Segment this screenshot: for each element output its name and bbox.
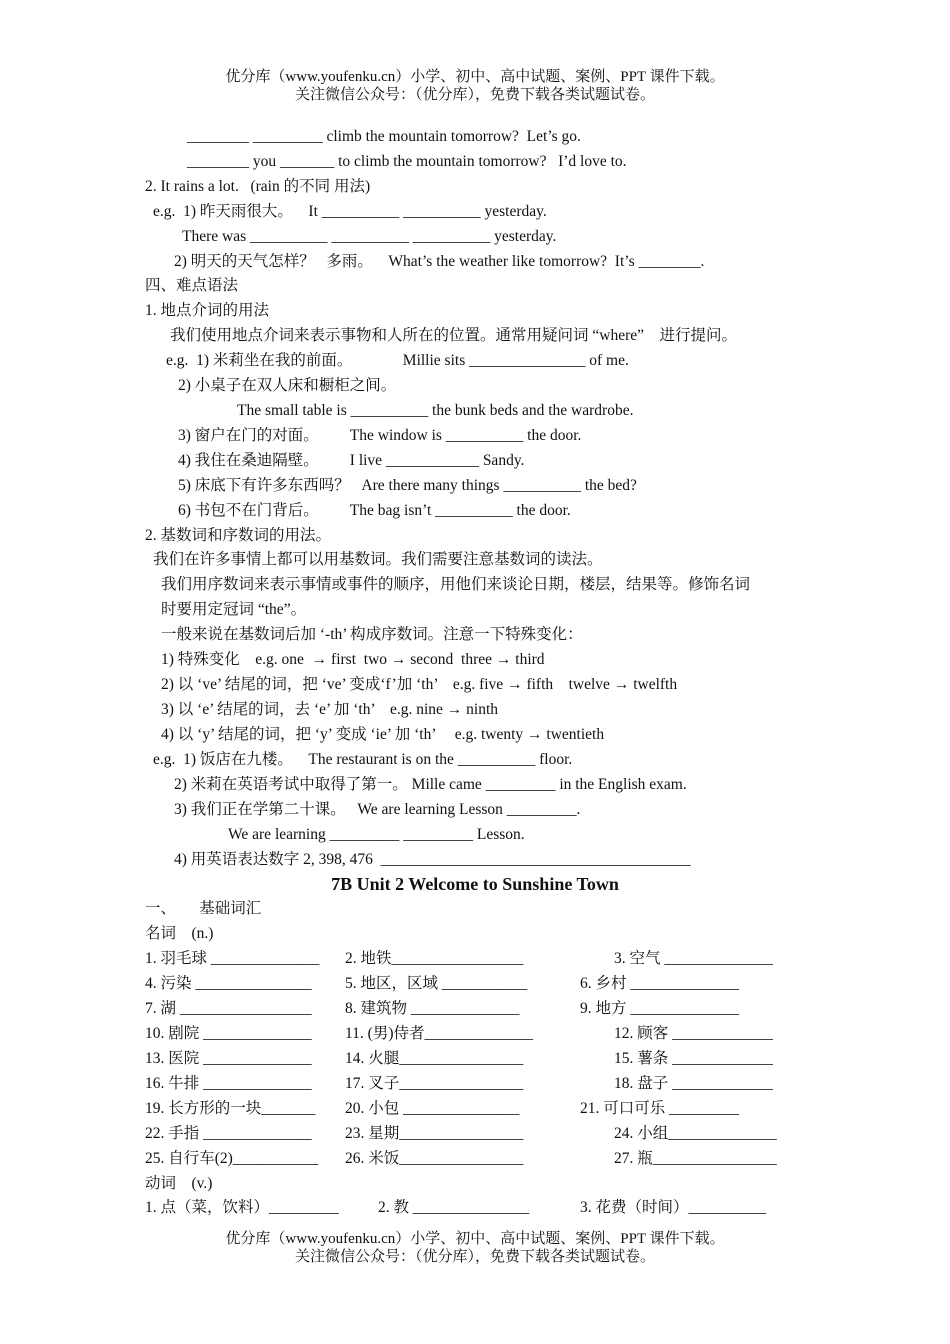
noun-item: 10. 剧院 ______________ xyxy=(145,1025,312,1042)
exercise-line: 4) 我住在桑迪隔壁。 I live ____________ Sandy. xyxy=(178,452,525,469)
noun-item: 25. 自行车(2)___________ xyxy=(145,1150,319,1167)
vocab-section-title: 一、 基础词汇 xyxy=(145,900,262,917)
noun-item: 18. 盘子 _____________ xyxy=(614,1075,773,1092)
noun-item: 11. (男)侍者______________ xyxy=(345,1025,533,1042)
noun-item: 20. 小包 _______________ xyxy=(345,1100,520,1117)
rule-line: 1) 特殊变化 e.g. one → first two → second three → third xyxy=(161,651,545,668)
exercise-line: 3) 我们正在学第二十课。 We are learning Lesson _________. xyxy=(174,801,581,818)
verbs-heading: 动词 (v.) xyxy=(145,1175,213,1192)
rule-line: 3) 以 ‘e’ 结尾的词，去 ‘e’ 加 ‘th’ e.g. nine → ninth xyxy=(161,701,499,718)
exercise-line: The small table is __________ the bunk beds and the wardrobe. xyxy=(237,402,634,419)
paragraph-line: 时要用定冠词 “the”。 xyxy=(161,601,307,618)
noun-item: 8. 建筑物 ______________ xyxy=(345,1000,520,1017)
verb-item: 2. 教 _______________ xyxy=(378,1199,530,1216)
exercise-line: 2) 米莉在英语考试中取得了第一。 Mille came _________ in the English exam. xyxy=(174,776,687,793)
rule-line: 4) 以 ‘y’ 结尾的词，把 ‘y’ 变成 ‘ie’ 加 ‘th’ e.g. twenty → twentieth xyxy=(161,726,605,743)
paragraph-line: 我们使用地点介词来表示事物和人所在的位置。通常用疑问词 “where” 进行提问。 xyxy=(170,327,738,344)
noun-item: 13. 医院 ______________ xyxy=(145,1050,312,1067)
noun-item: 15. 薯条 _____________ xyxy=(614,1050,773,1067)
footer-line-2: 关注微信公众号：（优分库），免费下载各类试题试卷。 xyxy=(294,1249,655,1265)
verb-item: 3. 花费（时间）__________ xyxy=(580,1199,767,1216)
noun-item: 22. 手指 ______________ xyxy=(145,1125,312,1142)
noun-item: 5. 地区，区域 ___________ xyxy=(345,975,528,992)
exercise-line: e.g. 1) 昨天雨很大。 It __________ __________ yesterday. xyxy=(153,203,547,220)
paragraph-line: 我们用序数词来表示事情或事件的顺序，用他们来谈论日期，楼层，结果等。修饰名词 xyxy=(161,576,751,593)
exercise-line: ________ you _______ to climb the mountain tomorrow? I’d love to. xyxy=(187,153,627,170)
exercise-line: We are learning _________ _________ Lesson. xyxy=(228,826,525,843)
exercise-line: e.g. 1) 米莉坐在我的前面。 Millie sits _______________ of me. xyxy=(166,352,629,369)
section-heading: 1. 地点介词的用法 xyxy=(145,302,270,319)
noun-item: 21. 可口可乐 _________ xyxy=(580,1100,739,1117)
exercise-line: 2) 小桌子在双人床和橱柜之间。 xyxy=(178,377,397,394)
exercise-line: 6) 书包不在门背后。 The bag isn’t __________ the door. xyxy=(178,502,571,519)
noun-item: 16. 牛排 ______________ xyxy=(145,1075,312,1092)
noun-item: 1. 羽毛球 ______________ xyxy=(145,950,320,967)
paragraph-line: 一般来说在基数词后加 ‘-th’ 构成序数词。注意一下特殊变化： xyxy=(161,626,583,643)
header-line-1: 优分库（www.youfenku.cn）小学、初中、高中试题、案例、PPT 课件下载。 xyxy=(225,69,725,85)
noun-item: 19. 长方形的一块_______ xyxy=(145,1100,316,1117)
noun-item: 27. 瓶________________ xyxy=(614,1150,777,1167)
noun-item: 26. 米饭________________ xyxy=(345,1150,524,1167)
exercise-line: 4) 用英语表达数字 2, 398, 476 ________________________________________ xyxy=(174,851,691,868)
rule-line: 2) 以 ‘ve’ 结尾的词，把 ‘ve’ 变成‘f’加 ‘th’ e.g. five → fifth twelve → twelfth xyxy=(161,676,678,693)
exercise-line: There was __________ __________ __________ yesterday. xyxy=(182,228,557,245)
noun-item: 3. 空气 ______________ xyxy=(614,950,773,967)
footer-line-1: 优分库（www.youfenku.cn）小学、初中、高中试题、案例、PPT 课件下载。 xyxy=(225,1231,725,1247)
header-line-2: 关注微信公众号：（优分库），免费下载各类试题试卷。 xyxy=(294,87,655,103)
exercise-line: 5) 床底下有许多东西吗？ Are there many things __________ the bed? xyxy=(178,477,637,494)
verb-item: 1. 点（菜，饮料）_________ xyxy=(145,1199,339,1216)
nouns-heading: 名词 (n.) xyxy=(145,925,214,942)
noun-item: 17. 叉子________________ xyxy=(345,1075,524,1092)
paragraph-line: 我们在许多事情上都可以用基数词。我们需要注意基数词的读法。 xyxy=(153,551,603,568)
unit-title: 7B Unit 2 Welcome to Sunshine Town xyxy=(331,874,619,894)
noun-item: 7. 湖 _________________ xyxy=(145,1000,312,1017)
noun-item: 2. 地铁_________________ xyxy=(345,950,524,967)
noun-item: 4. 污染 _______________ xyxy=(145,975,312,992)
noun-item: 9. 地方 ______________ xyxy=(580,1000,739,1017)
section-heading: 2. It rains a lot. (rain 的不同 用法) xyxy=(145,178,371,195)
noun-item: 24. 小组______________ xyxy=(614,1125,777,1142)
noun-item: 23. 星期________________ xyxy=(345,1125,524,1142)
exercise-line: ________ _________ climb the mountain tomorrow? Let’s go. xyxy=(187,128,581,145)
section-heading: 四、难点语法 xyxy=(145,277,239,294)
exercise-line: 3) 窗户在门的对面。 The window is __________ the door. xyxy=(178,427,582,444)
page-header xyxy=(0,68,950,104)
page-footer xyxy=(0,1230,950,1266)
noun-item: 12. 顾客 _____________ xyxy=(614,1025,773,1042)
noun-item: 6. 乡村 ______________ xyxy=(580,975,739,992)
exercise-line: 2) 明天的天气怎样？ 多雨。 What’s the weather like tomorrow? It’s ________. xyxy=(174,253,705,270)
exercise-line: e.g. 1) 饭店在九楼。 The restaurant is on the __________ floor. xyxy=(153,751,573,768)
section-heading: 2. 基数词和序数词的用法。 xyxy=(145,527,332,544)
noun-item: 14. 火腿________________ xyxy=(345,1050,524,1067)
